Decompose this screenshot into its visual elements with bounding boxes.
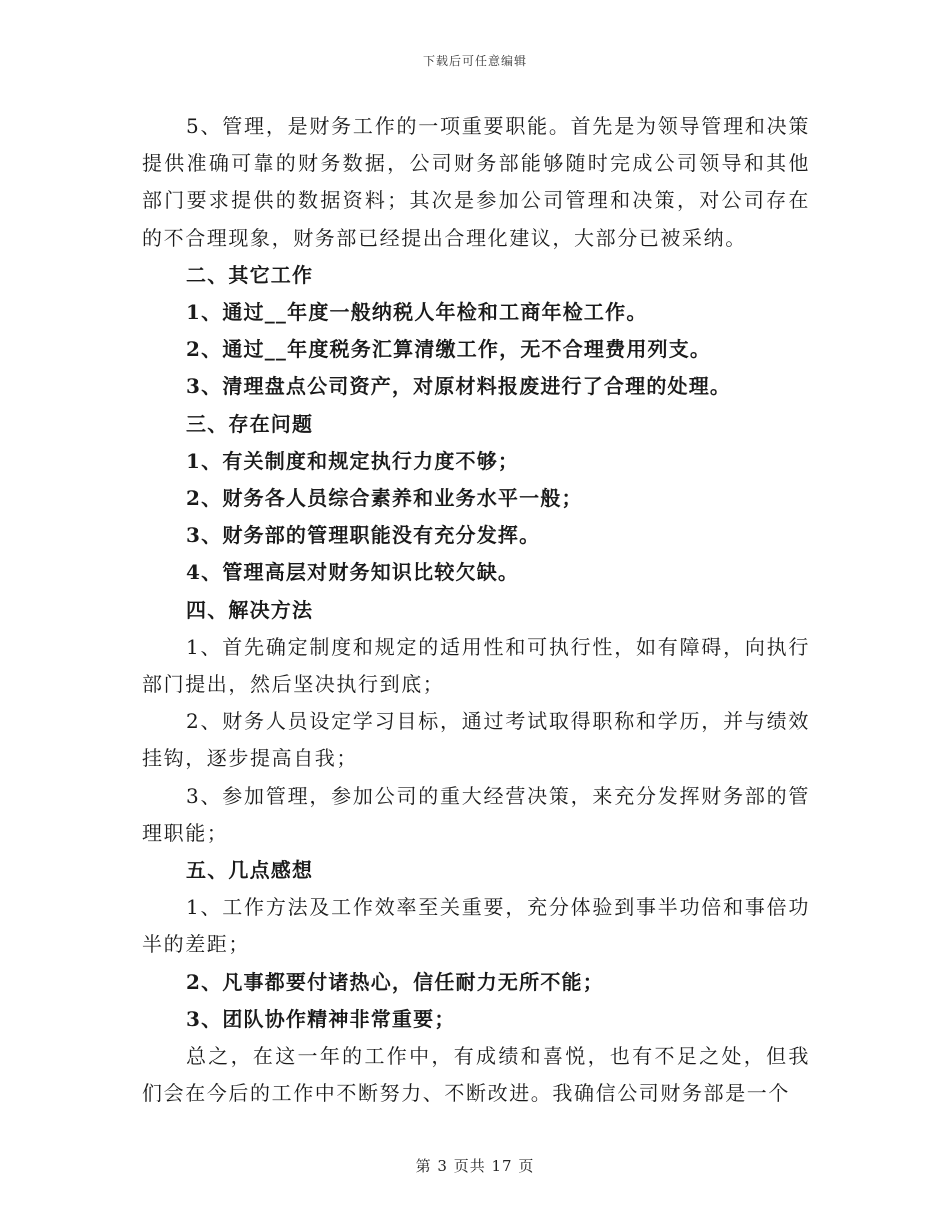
section-heading-problems: 三、存在问题 — [186, 411, 314, 436]
problem-item-4: 4、管理高层对财务知识比较欠缺。 — [186, 560, 520, 585]
problem-item-1: 1、有关制度和规定执行力度不够； — [186, 448, 520, 473]
problem-item-2: 2、财务各人员综合素养和业务水平一般； — [186, 486, 583, 511]
page-number: 第 3 页共 17 页 — [415, 1157, 535, 1175]
page-header-note: 下载后可任意编辑 — [422, 54, 527, 68]
other-work-item-3: 3、清理盘点公司资产，对原材料报废进行了合理的处理。 — [186, 374, 732, 399]
solution-item-2: 2、财务人员设定学习目标，通过考试取得职称和学历，并与绩效挂钩，逐步提高自我； — [142, 709, 810, 771]
section-heading-solutions: 四、解决方法 — [186, 597, 314, 622]
solution-item-3: 3、参加管理，参加公司的重大经营决策，来充分发挥财务部的管理职能； — [142, 783, 810, 845]
solution-item-1: 1、首先确定制度和规定的适用性和可执行性，如有障碍，向执行部门提出，然后坚决执行到底； — [142, 634, 810, 697]
problem-item-3: 3、财务部的管理职能没有充分发挥。 — [186, 523, 541, 548]
section-heading-other-work: 二、其它工作 — [186, 262, 314, 287]
section-heading-thoughts: 五、几点感想 — [186, 858, 314, 883]
paragraph-conclusion: 总之，在这一年的工作中，有成绩和喜悦，也有不足之处，但我们会在今后的工作中不断努力、不断改进。我确信公司财务部是一个 — [142, 1044, 810, 1106]
other-work-item-2: 2、通过__年度税务汇算清缴工作，无不合理费用列支。 — [186, 337, 712, 362]
thought-item-1: 1、工作方法及工作效率至关重要，充分体验到事半功倍和事倍功半的差距； — [142, 895, 810, 957]
thought-item-3: 3、团队协作精神非常重要； — [186, 1006, 456, 1031]
document-body — [142, 108, 810, 1112]
paragraph-management: 5、管理，是财务工作的一项重要职能。首先是为领导管理和决策提供准确可靠的财务数据，公司财务部能够随时完成公司领导和其他部门要求提供的数据资料；其次是参加公司管理和决策，对公司存在的不合理现象，财务部已经提出合理化建议，大部分已被采纳。 — [142, 114, 810, 250]
other-work-item-1: 1、通过__年度一般纳税人年检和工商年检工作。 — [186, 300, 648, 325]
thought-item-2: 2、凡事都要付诸热心，信任耐力无所不能； — [186, 969, 604, 994]
